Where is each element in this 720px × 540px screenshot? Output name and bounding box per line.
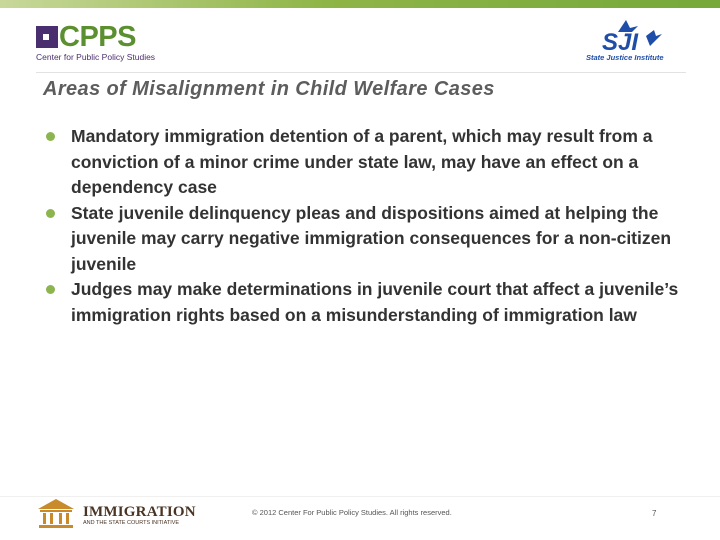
sji-logo-graphic xyxy=(590,18,682,54)
immigration-logo-title: IMMIGRATION xyxy=(83,504,196,520)
copyright-notice: © 2012 Center For Public Policy Studies. All rights reserved. xyxy=(252,508,452,517)
title-divider xyxy=(36,72,686,73)
bullet-dot-icon xyxy=(46,209,55,218)
sji-swoosh-icon xyxy=(646,30,662,46)
bullet-list xyxy=(44,124,684,328)
bullet-text: Mandatory immigration detention of a parent, which may result from a conviction of a minor crime under state law, may have an effect on a dependency case xyxy=(71,126,653,197)
bullet-text: Judges may make determinations in juvenile court that affect a juvenile’s immigration rights based on a misunderstanding of immigration law xyxy=(71,279,679,325)
bullet-item xyxy=(44,277,684,328)
cpps-logo-subtitle: Center for Public Policy Studies xyxy=(36,52,156,62)
page-number: 7 xyxy=(652,509,657,518)
bullet-dot-icon xyxy=(46,285,55,294)
bullet-item xyxy=(44,201,684,278)
bullet-dot-icon xyxy=(46,132,55,141)
slide-title: Areas of Misalignment in Child Welfare Cases xyxy=(43,78,495,100)
top-accent-bar xyxy=(0,0,720,8)
sji-logo-subtitle: State Justice Institute xyxy=(586,53,664,62)
bullet-text: State juvenile delinquency pleas and dispositions aimed at helping the juvenile may carry negative immigration consequences for a non-citizen juvenile xyxy=(71,202,672,274)
sji-logo-text: SJI xyxy=(602,29,639,54)
sji-logo xyxy=(586,18,682,64)
cpps-logo-text: CPPS xyxy=(59,21,136,53)
cpps-logo xyxy=(36,22,166,62)
immigration-logo xyxy=(36,495,196,531)
immigration-logo-subtitle: AND THE STATE COURTS INITIATIVE xyxy=(83,520,180,526)
bullet-item xyxy=(44,124,684,201)
cpps-logo-mark xyxy=(36,26,58,48)
courthouse-icon xyxy=(36,497,76,529)
